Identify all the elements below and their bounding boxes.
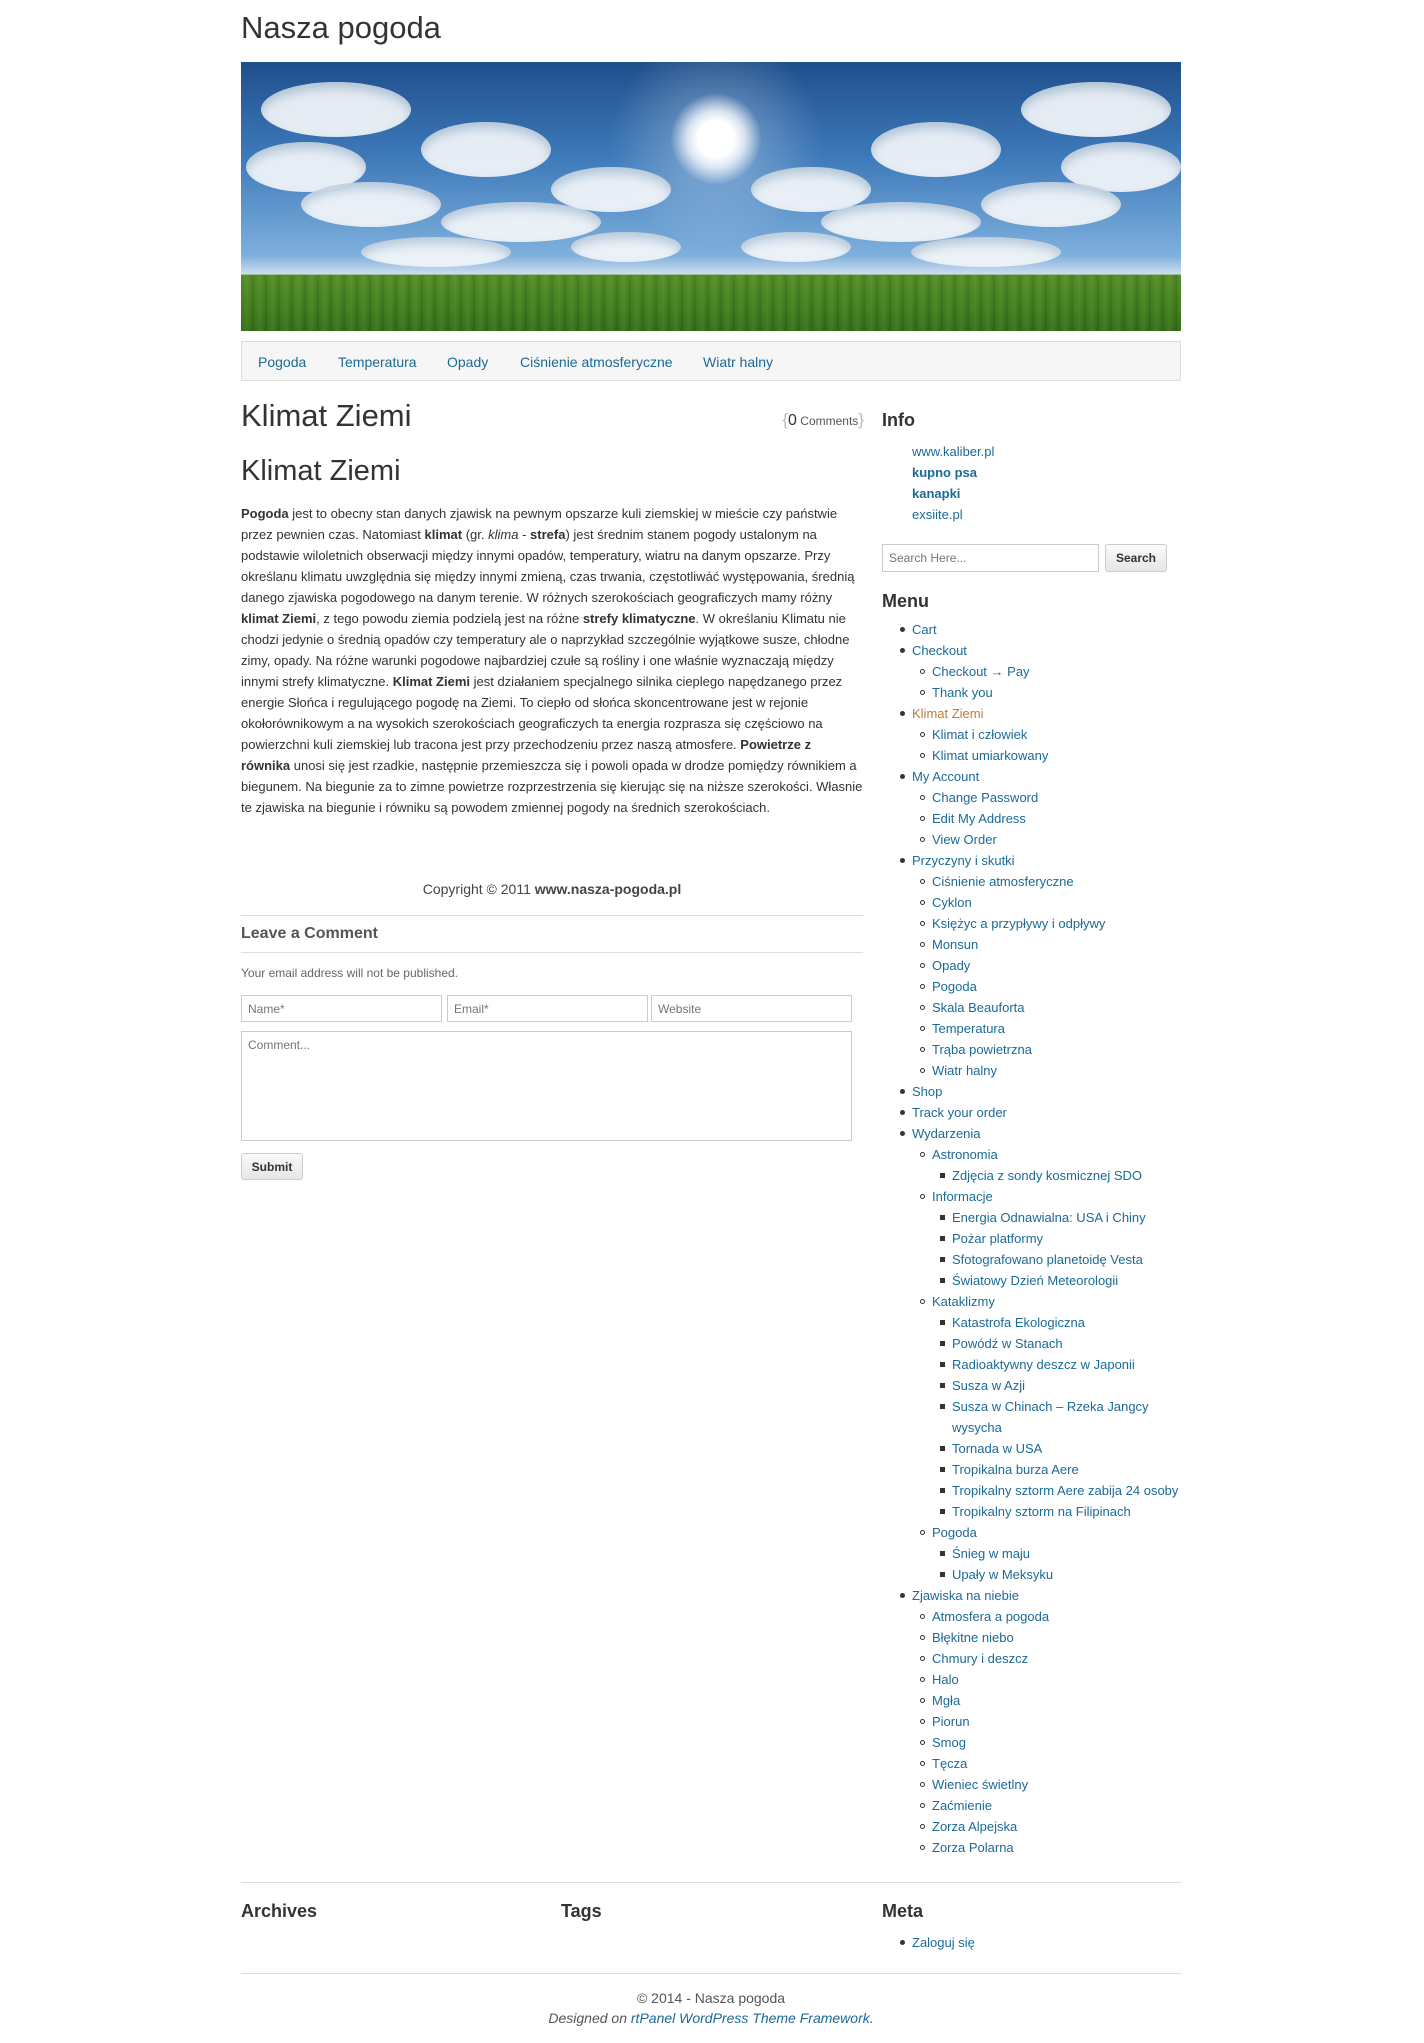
bullet-icon	[940, 1257, 945, 1262]
bullet-icon	[940, 1278, 945, 1283]
menu-item	[882, 1165, 1182, 1186]
bullet-icon	[920, 900, 925, 905]
menu-item	[882, 913, 1182, 934]
menu-item	[882, 1648, 1182, 1669]
nav-item-temperatura[interactable]: Temperatura	[338, 354, 417, 370]
menu-link[interactable]: Tęcza	[932, 1756, 968, 1771]
bullet-icon	[940, 1488, 945, 1493]
menu-item	[882, 1669, 1182, 1690]
menu-link[interactable]: Tropikalny sztorm Aere zabija 24 osoby	[952, 1483, 1179, 1498]
bullet-icon	[940, 1467, 945, 1472]
bullet-icon	[920, 942, 925, 947]
theme-link[interactable]: rtPanel WordPress Theme Framework	[630, 2010, 870, 2026]
menu-link[interactable]: Energia Odnawialna: USA i Chiny	[952, 1210, 1146, 1225]
bullet-icon	[920, 1824, 925, 1829]
info-link[interactable]: www.kaliber.pl	[912, 444, 995, 459]
info-link[interactable]: kupno psa	[912, 465, 978, 480]
bullet-icon	[920, 816, 925, 821]
menu-link[interactable]: Checkout → Pay	[932, 664, 1030, 679]
bullet-icon	[940, 1341, 945, 1346]
menu-item	[882, 1690, 1182, 1711]
menu-link[interactable]: Susza w Azji	[952, 1378, 1025, 1393]
menu-link[interactable]: Thank you	[932, 685, 993, 700]
bullet-icon	[900, 648, 905, 653]
footer-credit: Designed on rtPanel WordPress Theme Framework.	[548, 2010, 874, 2026]
menu-item	[882, 808, 1182, 829]
menu-link[interactable]: Mgła	[932, 1693, 961, 1708]
entry-heading: Klimat Ziemi	[241, 455, 401, 487]
menu-link[interactable]: Błękitne niebo	[932, 1630, 1014, 1645]
bullet-icon	[900, 1593, 905, 1598]
name-field[interactable]	[241, 995, 442, 1022]
menu-link[interactable]: Piorun	[932, 1714, 970, 1729]
tags-title: Tags	[561, 1901, 602, 1921]
bullet-icon	[900, 1110, 905, 1115]
bullet-icon	[920, 1635, 925, 1640]
menu-link[interactable]: Ciśnienie atmosferyczne	[932, 874, 1074, 889]
bullet-icon	[940, 1572, 945, 1577]
menu-item	[882, 829, 1182, 850]
main-navigation	[241, 341, 1181, 381]
sidebar-menu	[882, 619, 1182, 1858]
menu-item	[882, 1711, 1182, 1732]
menu-link[interactable]: Skala Beauforta	[932, 1000, 1025, 1015]
menu-item	[882, 1438, 1182, 1459]
divider	[241, 1973, 1181, 1974]
menu-link[interactable]: Powódź w Stanach	[952, 1336, 1063, 1351]
bullet-icon	[920, 1047, 925, 1052]
login-link[interactable]: Zaloguj się	[912, 1935, 975, 1950]
divider	[241, 952, 863, 953]
menu-link[interactable]: Cart	[912, 622, 937, 637]
menu-item	[882, 1480, 1182, 1501]
info-widget-title: Info	[882, 410, 915, 430]
menu-item	[882, 1753, 1182, 1774]
email-note: Your email address will not be published.	[241, 966, 459, 980]
menu-link[interactable]: Opady	[932, 958, 971, 973]
menu-link[interactable]: Wydarzenia	[912, 1126, 981, 1141]
menu-item	[882, 703, 1182, 724]
menu-item	[882, 1081, 1182, 1102]
info-link[interactable]: exsiite.pl	[912, 507, 963, 522]
bullet-icon	[900, 1131, 905, 1136]
menu-item	[882, 1060, 1182, 1081]
menu-item	[882, 1333, 1182, 1354]
menu-item	[882, 1816, 1182, 1837]
post-title[interactable]: Klimat Ziemi	[241, 398, 412, 433]
bullet-icon	[920, 1677, 925, 1682]
menu-item	[882, 1144, 1182, 1165]
comments-count-link[interactable]: {0 Comments}	[782, 410, 864, 429]
menu-widget-title: Menu	[882, 591, 929, 611]
menu-link[interactable]: Pogoda	[932, 979, 977, 994]
header-banner-image	[241, 62, 1181, 331]
bullet-icon	[940, 1509, 945, 1514]
menu-item	[882, 1396, 1182, 1438]
info-links	[912, 441, 994, 525]
nav-item-cisnienie[interactable]: Ciśnienie atmosferyczne	[520, 354, 673, 370]
menu-item	[882, 1585, 1182, 1606]
menu-item	[882, 1564, 1182, 1585]
menu-link[interactable]: My Account	[912, 769, 980, 784]
bullet-icon	[900, 627, 905, 632]
menu-link[interactable]: Kataklizmy	[932, 1294, 995, 1309]
menu-link[interactable]: Księżyc a przypływy i odpływy	[932, 916, 1106, 931]
menu-link[interactable]: Trąba powietrzna	[932, 1042, 1032, 1057]
menu-item	[882, 1249, 1182, 1270]
bullet-icon	[940, 1173, 945, 1178]
menu-item	[882, 1795, 1182, 1816]
menu-item	[882, 955, 1182, 976]
menu-item	[882, 976, 1182, 997]
menu-item	[882, 724, 1182, 745]
meta-title: Meta	[882, 1901, 924, 1921]
menu-link[interactable]: Śnieg w maju	[952, 1546, 1031, 1561]
bullet-icon	[940, 1215, 945, 1220]
bullet-icon	[920, 1740, 925, 1745]
archives-title: Archives	[241, 1901, 318, 1921]
menu-item	[882, 1774, 1182, 1795]
bullet-icon	[920, 921, 925, 926]
menu-link[interactable]: Halo	[932, 1672, 959, 1687]
bullet-icon	[940, 1320, 945, 1325]
menu-item	[882, 1312, 1182, 1333]
bullet-icon	[920, 1152, 925, 1157]
menu-item	[882, 892, 1182, 913]
bullet-icon	[920, 1698, 925, 1703]
menu-link[interactable]: Checkout	[912, 643, 967, 658]
menu-link[interactable]: Upały w Meksyku	[952, 1567, 1054, 1582]
menu-item	[882, 1018, 1182, 1039]
menu-link[interactable]: Przyczyny i skutki	[912, 853, 1015, 868]
bullet-icon	[920, 1194, 925, 1199]
bullet-icon	[900, 858, 905, 863]
menu-link[interactable]: Cyklon	[932, 895, 972, 910]
menu-link[interactable]: Klimat Ziemi	[912, 706, 984, 721]
bullet-icon	[920, 1803, 925, 1808]
bullet-icon	[920, 795, 925, 800]
divider	[241, 915, 863, 916]
divider	[241, 1882, 1181, 1883]
menu-link[interactable]: Pożar platformy	[952, 1231, 1044, 1246]
menu-item	[882, 1102, 1182, 1123]
menu-item	[882, 619, 1182, 640]
search-input[interactable]	[882, 544, 1099, 572]
bullet-icon	[940, 1383, 945, 1388]
menu-link[interactable]: Światowy Dzień Meteorologii	[952, 1273, 1119, 1288]
menu-item	[882, 1837, 1182, 1858]
menu-item	[882, 1522, 1182, 1543]
menu-link[interactable]: Sfotografowano planetoidę Vesta	[952, 1252, 1143, 1267]
submit-comment-button[interactable]: Submit	[241, 1153, 303, 1180]
email-field[interactable]	[447, 995, 648, 1022]
menu-link[interactable]: Chmury i deszcz	[932, 1651, 1029, 1666]
bullet-icon	[920, 732, 925, 737]
menu-link[interactable]: Susza w Chinach – Rzeka Jangcy wysycha	[952, 1399, 1149, 1435]
bullet-icon	[920, 1299, 925, 1304]
post-copyright: Copyright © 2011 www.nasza-pogoda.pl	[422, 881, 682, 897]
menu-link[interactable]: Edit My Address	[932, 811, 1026, 826]
menu-link[interactable]: Temperatura	[932, 1021, 1005, 1036]
menu-item	[882, 997, 1182, 1018]
leave-comment-title: Leave a Comment	[241, 925, 378, 942]
menu-link[interactable]: Radioaktywny deszcz w Japonii	[952, 1357, 1135, 1372]
nav-item-pogoda[interactable]: Pogoda	[258, 354, 307, 370]
menu-item	[882, 1228, 1182, 1249]
bullet-icon	[940, 1551, 945, 1556]
menu-item	[882, 934, 1182, 955]
bullet-icon	[920, 1719, 925, 1724]
menu-item	[882, 1207, 1182, 1228]
menu-link[interactable]: Pogoda	[932, 1525, 977, 1540]
menu-link[interactable]: Zjawiska na niebie	[912, 1588, 1019, 1603]
menu-item	[882, 1375, 1182, 1396]
menu-item	[882, 1354, 1182, 1375]
menu-link[interactable]: Atmosfera a pogoda	[932, 1609, 1050, 1624]
search-button[interactable]: Search	[1105, 544, 1167, 572]
comment-textarea[interactable]	[241, 1031, 852, 1141]
bullet-icon	[900, 1089, 905, 1094]
footer-copyright: © 2014 - Nasza pogoda	[636, 1990, 786, 2006]
menu-item	[882, 682, 1182, 703]
menu-link[interactable]: View Order	[932, 832, 997, 847]
copyright-site: www.nasza-pogoda.pl	[534, 881, 682, 897]
bullet-icon	[940, 1404, 945, 1409]
meta-login-item	[882, 1932, 975, 1953]
bullet-icon	[920, 1530, 925, 1535]
menu-item	[882, 1459, 1182, 1480]
menu-link[interactable]: Zaćmienie	[932, 1798, 992, 1813]
bullet-icon	[920, 669, 925, 674]
entry-body: Pogoda jest to obecny stan danych zjawisk na pewnym opszarze kuli ziemskiej w mieście czy państwie przez pewnien czas. Natomiast klimat (gr. klima - strefa) jest średnim stanem pogody ustalonym na podstawie wiloletnich obserwacji między innymi opadów, temperatury, wiatru na danym opszarze. Przy określanu klimatu uwzględnia się między innymi zmieną, czas trwania, częstotliwáć występowania, średnią danego zjawiska pogodowego na danym terenie. W różnych szerokościach geograficzych mamy różny klimat Ziemi, z tego powodu ziemia podzielą jest na różne strefy klimatyczne. W określaniu Klimatu nie chodzi jedynie o średnią opadów czy temperatury ale o naprzykład szczególnie wyjątkowe susze, chłodne zimy, opady. Na różne warunki pogodowe najbardziej czułe są rośliny i one właśnie wyznaczają między innymi strefy klimatyczne. Klimat Ziemi jest działaniem specjalnego silnika cieplego napędzanego przez energie Słońca i regulującego pogodę na Ziemi. To ciepło od słońca skoncentrowane jest w rejonie okołorównikowym a na wysokich szerokościach geograficzych ta energia rozprasza się częściowo na powierzchni kuli ziemskiej lub tracona jest przy przechodzeniu przez naszą atmosfere. Powietrze z równika unosi się jest rzadkie, następnie przemieszcza się i powoli opada w drodze pomiędzy równikiem a biegunem. Na biegunie za to zimne powietrze rozprzestrzenia się kierując się na niższe szerokości. Własnie te zjawiska na biegunie i równiku są powodem zmiennej pogody na średnich szerokościach.	[241, 506, 863, 815]
bullet-icon	[920, 1656, 925, 1661]
menu-link[interactable]: Wiatr halny	[932, 1063, 998, 1078]
menu-link[interactable]: Shop	[912, 1084, 943, 1099]
bullet-icon	[920, 963, 925, 968]
menu-item	[882, 1186, 1182, 1207]
website-field[interactable]	[651, 995, 852, 1022]
menu-link[interactable]: Smog	[932, 1735, 966, 1750]
bullet-icon	[920, 1761, 925, 1766]
menu-item	[882, 871, 1182, 892]
bullet-icon	[920, 879, 925, 884]
menu-link[interactable]: Track your order	[912, 1105, 1007, 1120]
menu-link[interactable]: Zorza Polarna	[932, 1840, 1014, 1855]
bullet-icon	[900, 711, 905, 716]
menu-link[interactable]: Change Password	[932, 790, 1039, 805]
bullet-icon	[920, 690, 925, 695]
menu-item	[882, 1501, 1182, 1522]
menu-item	[882, 1039, 1182, 1060]
bullet-icon	[940, 1236, 945, 1241]
bullet-icon	[900, 774, 905, 779]
menu-item	[882, 766, 1182, 787]
menu-item	[882, 1543, 1182, 1564]
bullet-icon	[920, 1614, 925, 1619]
menu-link[interactable]: Informacje	[932, 1189, 993, 1204]
menu-link[interactable]: Tornada w USA	[952, 1441, 1043, 1456]
bullet-icon	[920, 1026, 925, 1031]
menu-item	[882, 640, 1182, 661]
menu-item	[882, 1291, 1182, 1312]
menu-item	[882, 661, 1182, 682]
menu-item	[882, 1732, 1182, 1753]
sun-icon	[671, 94, 761, 184]
menu-link[interactable]: Katastrofa Ekologiczna	[952, 1315, 1085, 1330]
menu-item	[882, 1123, 1182, 1144]
bullet-icon	[920, 753, 925, 758]
bullet-icon	[940, 1446, 945, 1451]
menu-link[interactable]: Wieniec świetlny	[932, 1777, 1029, 1792]
menu-item	[882, 1627, 1182, 1648]
menu-item	[882, 787, 1182, 808]
bullet-icon	[940, 1362, 945, 1367]
bullet-icon	[920, 1782, 925, 1787]
comments-count-label: Comments	[800, 414, 859, 428]
site-title[interactable]: Nasza pogoda	[241, 10, 441, 45]
bullet-icon	[920, 1068, 925, 1073]
menu-link[interactable]: Zdjęcia z sondy kosmicznej SDO	[952, 1168, 1143, 1183]
menu-item	[882, 745, 1182, 766]
bullet-icon	[920, 1845, 925, 1850]
bullet-icon	[920, 1005, 925, 1010]
menu-link[interactable]: Tropikalna burza Aere	[952, 1462, 1079, 1477]
nav-item-opady[interactable]: Opady	[447, 354, 489, 370]
menu-link[interactable]: Zorza Alpejska	[932, 1819, 1018, 1834]
menu-link[interactable]: Klimat i człowiek	[932, 727, 1028, 742]
nav-item-wiatr-halny[interactable]: Wiatr halny	[703, 354, 774, 370]
info-link[interactable]: kanapki	[912, 486, 961, 501]
comments-count-number: 0	[788, 412, 797, 429]
bullet-icon	[920, 837, 925, 842]
menu-link[interactable]: Astronomia	[932, 1147, 998, 1162]
menu-link[interactable]: Monsun	[932, 937, 979, 952]
menu-item	[882, 1606, 1182, 1627]
bullet-icon	[920, 984, 925, 989]
menu-link[interactable]: Klimat umiarkowany	[932, 748, 1049, 763]
menu-item	[882, 1270, 1182, 1291]
menu-item	[882, 850, 1182, 871]
menu-link[interactable]: Tropikalny sztorm na Filipinach	[952, 1504, 1131, 1519]
